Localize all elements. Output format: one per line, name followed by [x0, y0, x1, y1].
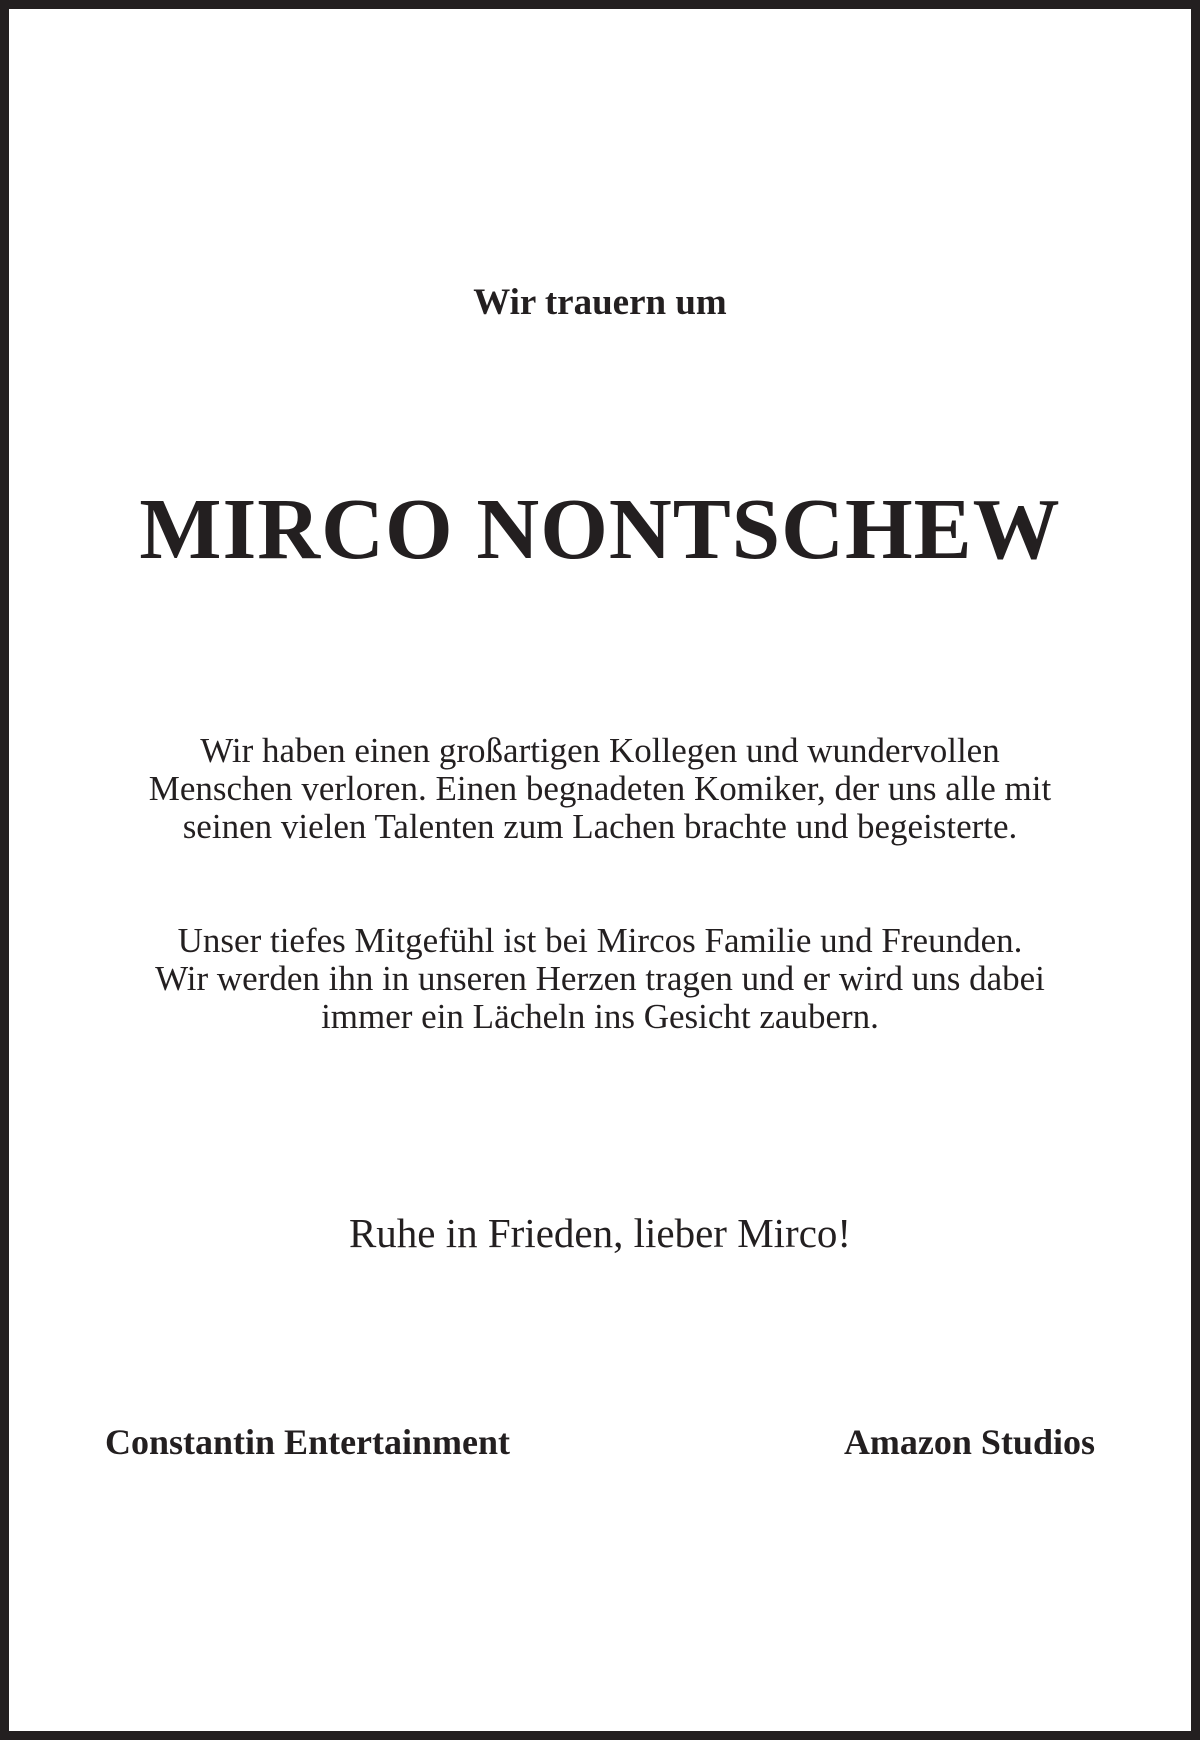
condolence-paragraph-1 — [0, 732, 1200, 846]
paragraph-line: immer ein Lächeln ins Gesicht zaubern. — [321, 997, 879, 1036]
signer-constantin-entertainment: Constantin Entertainment — [105, 1422, 511, 1462]
paragraph-line: Menschen verloren. Einen begnadeten Komiker, der uns alle mit — [148, 769, 1052, 808]
signer-amazon-studios: Amazon Studios — [843, 1422, 1095, 1462]
farewell-line: Ruhe in Frieden, lieber Mirco! — [348, 1210, 852, 1256]
deceased-name: MIRCO NONTSCHEW — [139, 480, 1061, 577]
paragraph-line: Wir werden ihn in unseren Herzen tragen und er wird uns dabei — [155, 959, 1045, 998]
paragraph-line: Wir haben einen großartigen Kollegen und wundervollen — [200, 731, 1000, 770]
paragraph-line: Unser tiefes Mitgefühl ist bei Mircos Familie und Freunden. — [177, 921, 1023, 960]
condolence-paragraph-2 — [0, 922, 1200, 1036]
intro-line: Wir trauern um — [473, 282, 727, 323]
paragraph-line: seinen vielen Talenten zum Lachen brachte und begeisterte. — [182, 807, 1018, 846]
